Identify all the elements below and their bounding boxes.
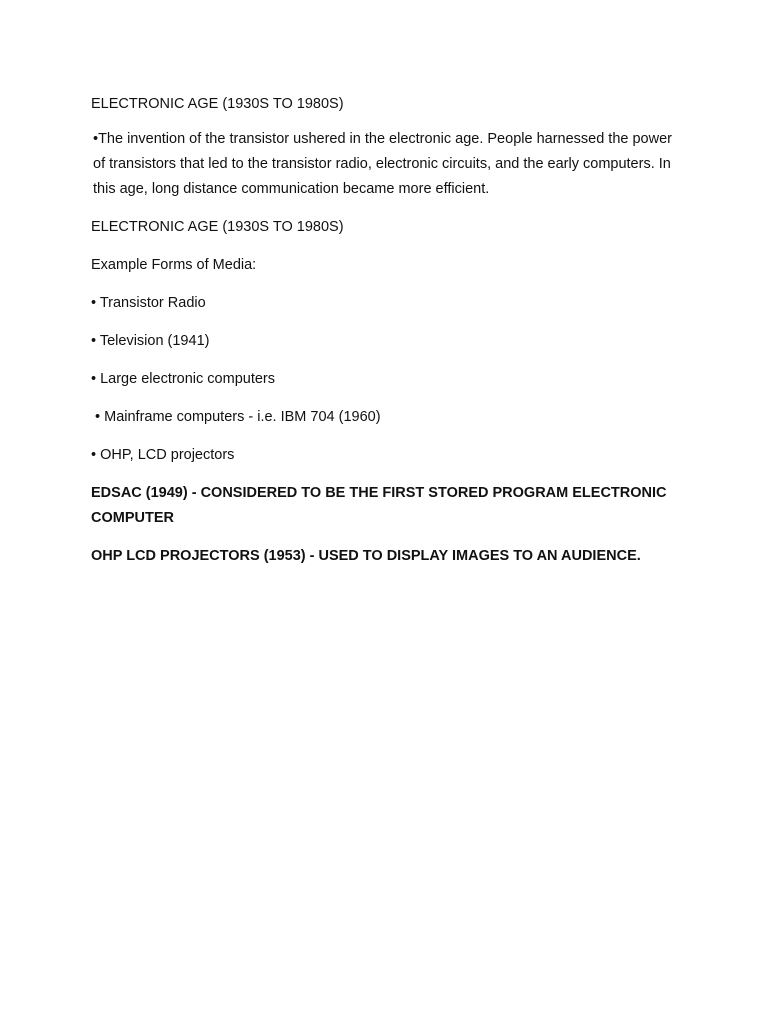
media-list-label: Example Forms of Media: [91,257,257,273]
list-item: • OHP, LCD projectors [91,447,235,463]
list-item: • Large electronic computers [91,371,275,387]
list-item: • Television (1941) [91,333,210,349]
list-item: • Transistor Radio [91,295,206,311]
document-page [91,92,691,569]
list-item: • Mainframe computers - i.e. IBM 704 (1960) [91,409,381,425]
edsac-note: EDSAC (1949) - CONSIDERED TO BE THE FIRST STORED PROGRAM ELECTRONIC COMPUTER [91,485,667,526]
media-list [91,291,691,468]
section-heading-2: ELECTRONIC AGE (1930S TO 1980S) [91,219,344,235]
projectors-note: OHP LCD PROJECTORS (1953) - USED TO DISPLAY IMAGES TO AN AUDIENCE. [91,548,641,564]
intro-paragraph: •The invention of the transistor ushered in the electronic age. People harnessed the power of transistors that led to the transistor radio, electronic circuits, and the early computers. In this age, long distance communication became more efficient. [93,131,672,197]
section-heading-1: ELECTRONIC AGE (1930S TO 1980S) [91,96,344,112]
